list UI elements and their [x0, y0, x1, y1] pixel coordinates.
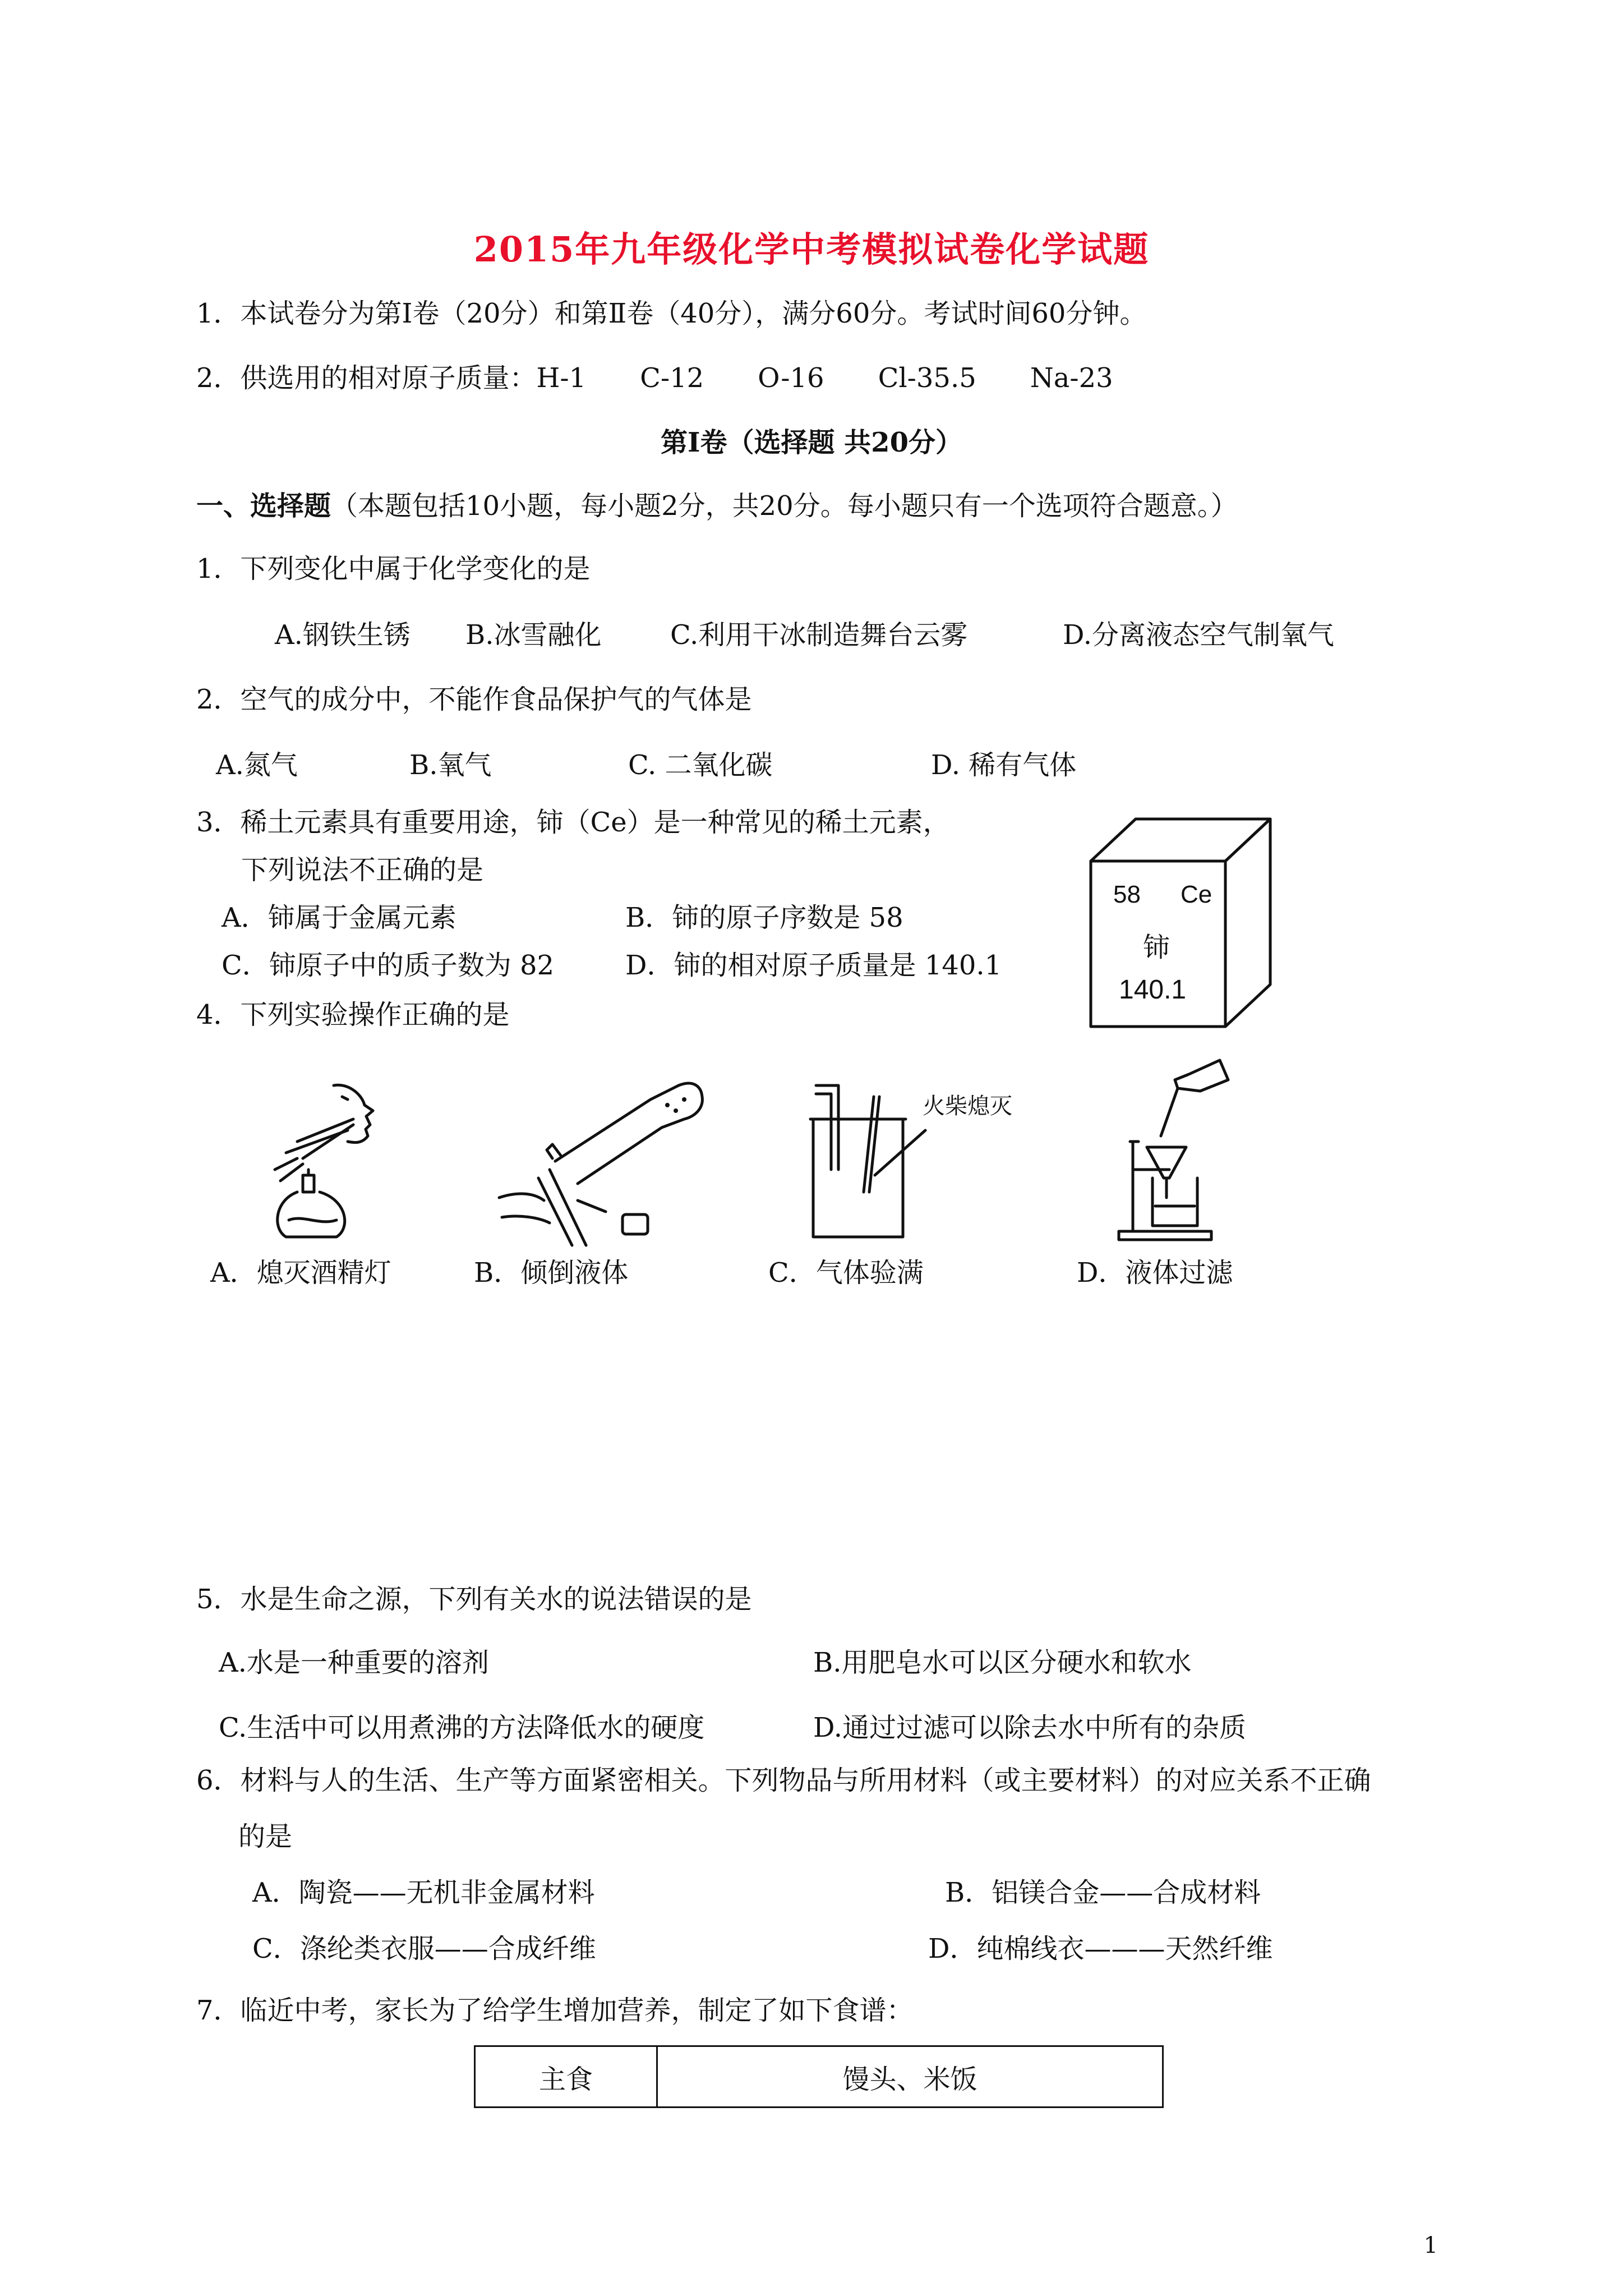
instruction-2: 2．供选用的相对原子质量：H-1 C-12 O-16 Cl-35.5 Na-23: [196, 362, 1113, 394]
q6-option-a: A．陶瓷——无机非金属材料: [252, 1877, 595, 1908]
q5-option-d: D.通过过滤可以除去水中所有的杂质: [813, 1712, 1247, 1743]
q3-option-c: C．铈原子中的质子数为 82: [222, 950, 555, 981]
q5-option-a: A.水是一种重要的溶剂: [219, 1647, 489, 1678]
instruction-1: 1．本试卷分为第Ⅰ卷（20分）和第Ⅱ卷（40分），满分60分。考试时间60分钟。: [196, 298, 1147, 329]
q5-option-c: C.生活中可以用煮沸的方法降低水的硬度: [219, 1712, 705, 1743]
alcohol-lamp-figure: [264, 1080, 409, 1243]
q5-stem: 5．水是生命之源，下列有关水的说法错误的是: [196, 1584, 752, 1615]
q6-stem-line2: 的是: [238, 1821, 293, 1852]
section1-desc: （本题包括10小题，每小题2分，共20分。每小题只有一个选项符合题意。）: [331, 490, 1238, 522]
q5-option-b: B.用肥皂水可以区分硬水和软水: [813, 1647, 1192, 1678]
q2-option-d: D. 稀有气体: [931, 749, 1077, 781]
element-name: 铈: [1143, 932, 1170, 963]
table-cell: 馒头、米饭: [657, 2046, 1163, 2108]
q4-option-d: D．液体过滤: [1077, 1257, 1233, 1289]
q1-option-c: C.利用干冰制造舞台云雾: [670, 619, 968, 651]
q2-option-a: A.氮气: [216, 749, 298, 781]
q7-stem: 7．临近中考，家长为了给学生增加营养，制定了如下食谱：: [196, 1995, 914, 2026]
table-row: [475, 2046, 1163, 2108]
element-symbol: Ce: [1181, 881, 1212, 908]
q1-option-a: A.钢铁生锈: [275, 619, 411, 651]
match-out-label: 火柴熄灭: [923, 1093, 1012, 1119]
q3-option-d: D．铈的相对原子质量是 140.1: [625, 950, 1002, 981]
q6-option-c: C．涤纶类衣服——合成纤维: [252, 1933, 596, 1964]
q6-option-d: D．纯棉线衣———天然纤维: [928, 1933, 1273, 1964]
section1-label: 一、选择题: [196, 490, 331, 522]
q4-option-b: B．倾倒液体: [474, 1257, 629, 1289]
page-number: 1: [1423, 2233, 1438, 2258]
pouring-liquid-figure: [494, 1066, 718, 1245]
q2-option-c: C. 二氧化碳: [628, 749, 773, 781]
q3-stem-line1: 3．稀土元素具有重要用途，铈（Ce）是一种常见的稀土元素，: [196, 807, 950, 838]
page-title: 2015年九年级化学中考模拟试卷化学试题: [473, 229, 1150, 270]
q4-option-c: C．气体验满: [768, 1257, 924, 1289]
q6-stem-line1: 6．材料与人的生活、生产等方面紧密相关。下列物品与所用材料（或主要材料）的对应关系不正确: [196, 1765, 1371, 1796]
q6-option-b: B．铝镁合金——合成材料: [945, 1877, 1261, 1908]
section1-header: [196, 490, 1238, 522]
menu-table: [474, 2045, 1164, 2108]
q3-stem-line2: 下列说法不正确的是: [241, 854, 484, 886]
q4-option-a: A．熄灭酒精灯: [210, 1257, 391, 1289]
q4-stem: 4．下列实验操作正确的是: [196, 999, 510, 1030]
q3-option-a: A．铈属于金属元素: [222, 902, 457, 933]
part1-heading: 第Ⅰ卷（选择题 共20分）: [661, 427, 962, 458]
q3-option-b: B．铈的原子序数是 58: [625, 902, 903, 933]
q2-stem: 2．空气的成分中，不能作食品保护气的气体是: [196, 684, 752, 715]
q2-option-b: B.氧气: [409, 749, 492, 781]
q1-stem: 1．下列变化中属于化学变化的是: [196, 553, 591, 585]
filtration-figure: [1099, 1057, 1256, 1243]
element-number: 58: [1113, 881, 1141, 908]
table-cell: 主食: [475, 2046, 657, 2108]
element-mass: 140.1: [1119, 975, 1187, 1005]
q1-option-b: B.冰雪融化: [465, 619, 602, 651]
q1-option-d: D.分离液态空气制氧气: [1063, 619, 1335, 651]
